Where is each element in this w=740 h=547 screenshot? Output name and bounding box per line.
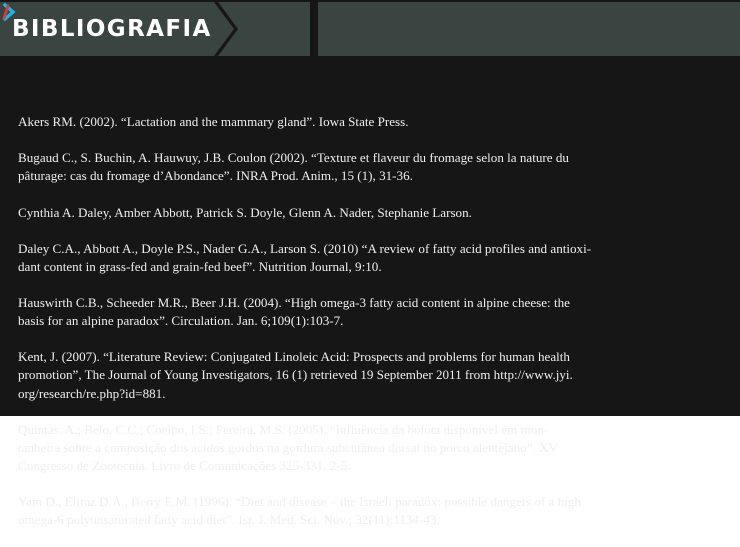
reference-entry: Quintas, A.; Belo, C.C.; Coelho, I.S.; Pereira, M.S. (2005). “Influência da bolota disponível em mon- tanheira sobre a composição dos ácidos gordos na gordura subcutânea dorsal no porco alentejano”. XV Congresso de Zootecnia. Livro de Comunicações 325-331. 2-5. bbox=[18, 421, 558, 473]
header-bar bbox=[0, 0, 740, 58]
reference-entry: Hauswirth C.B., Scheeder M.R., Beer J.H. (2004). “High omega-3 fatty acid content in alpine cheese: the basis for an alpine paradox”. Circulation. Jan. 6;109(1):103-7. bbox=[18, 295, 570, 329]
reference-list bbox=[18, 95, 730, 547]
reference-entry: Bugaud C., S. Buchin, A. Hauwuy, J.B. Coulon (2002). “Texture et flaveur du fromage selon la nature du pâturage: cas du fromage d’Abondance”. INRA Prod. Anim., 15 (1), 31-36. bbox=[18, 150, 569, 184]
reference-entry: Kent, J. (2007). “Literature Review: Conjugated Linoleic Acid: Prospects and problems for human health promotion”, The Journal of Young Investigators, 16 (1) retrieved 19 September 2011 from http://www.jyi. org/research/re.php?id=881. bbox=[18, 349, 573, 401]
reference-entry: Yam D., Eliraz D.A., Berry E.M. (1996). “Diet and disease – the Israeli paradox: possible dangers of a high omega-6 polyunsaturated fatty acid diet”. Isr. J. Med. Sci. Nov.; 32(11):1134-43. bbox=[18, 494, 582, 528]
page-title: BIBLIOGRAFIA bbox=[12, 16, 212, 42]
reference-entry: Daley C.A., Abbott A., Doyle P.S., Nader G.A., Larson S. (2010) “A review of fatty acid profiles and antioxi- dant content in grass-fed and grain-fed beef”. Nutrition Journal, 9:10. bbox=[18, 240, 592, 274]
reference-entry: Akers RM. (2002). “Lactation and the mammary gland”. Iowa State Press. bbox=[18, 114, 409, 130]
reference-entry: Cynthia A. Daley, Amber Abbott, Patrick S. Doyle, Glenn A. Nader, Stephanie Larson. bbox=[18, 204, 472, 220]
slash-divider-icon bbox=[0, 0, 12, 24]
